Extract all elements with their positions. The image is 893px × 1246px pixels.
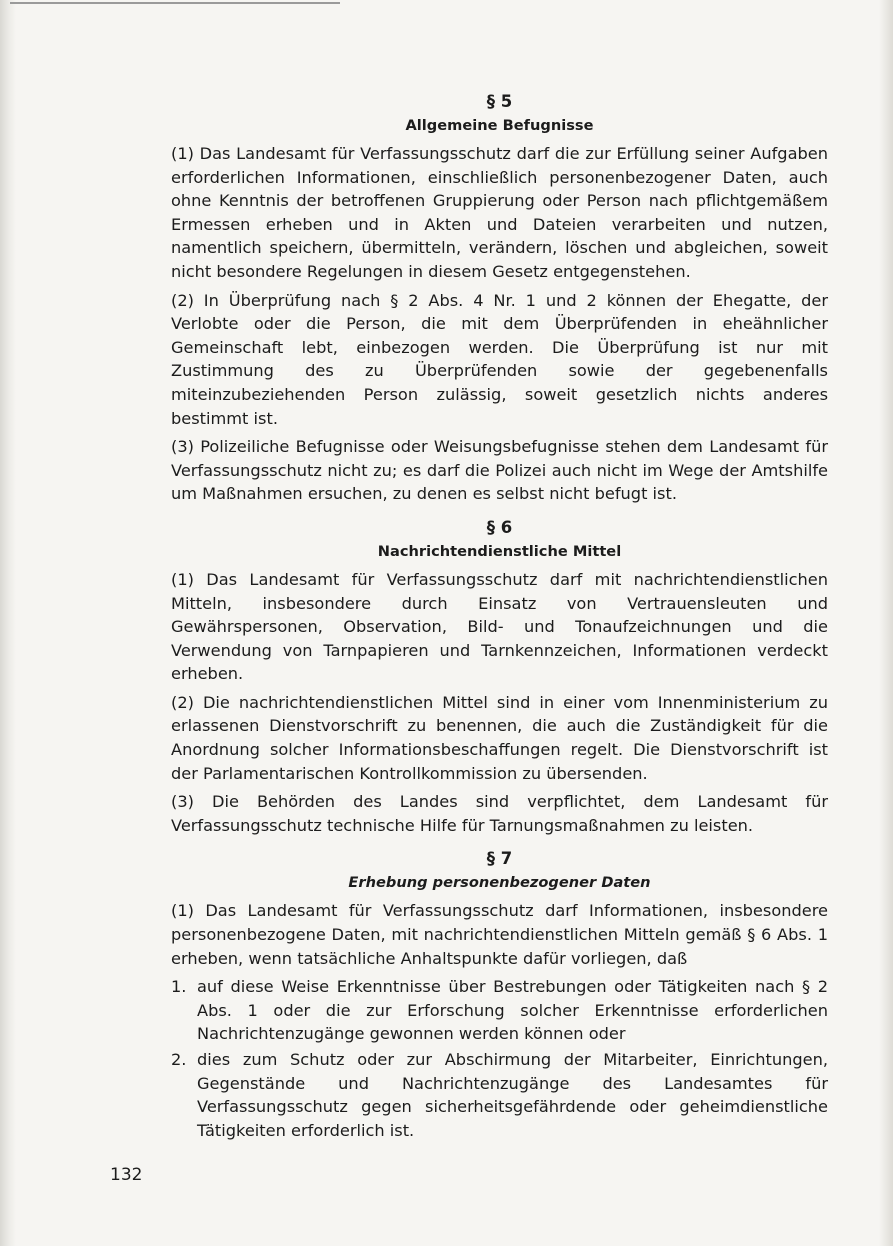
section-title: Erhebung personenbezogener Daten (348, 874, 651, 892)
top-rule (10, 2, 340, 4)
list-item-text: auf diese Weise Erkenntnisse über Bestrebungen oder Tätigkeiten nach § 2 Abs. 1 oder die zur Erforschung solcher Erkenntnisse erforderlichen Nachrichtenzugänge gewonnen werden können oder (197, 977, 828, 1044)
paragraph: (2) Die nachrichtendienstlichen Mittel sind in einer vom Innenministerium zu erlassenen Dienstvorschrift zu benennen, die auch die Zuständigkeit für die Anordnung solcher Informationsbeschaffungen regelt. Die Dienstvorschrift ist der Parlamentarischen Kontrollkommission zu übersenden. (171, 692, 828, 783)
section-number: § 7 (486, 849, 513, 869)
paragraph: (1) Das Landesamt für Verfassungsschutz darf mit nachrichtendienstlichen Mitteln, insbesondere durch Einsatz von Vertrauensleuten und Gewährspersonen, Observation, Bild- und Tonaufzeichnungen und die Verwendung von Tarnpapieren und Tarnkennzeichen, Informationen verdeckt erheben. (171, 569, 828, 684)
section-6 (171, 516, 828, 838)
list-item-number: 2. (171, 1050, 187, 1069)
page-body (171, 90, 828, 1144)
section-5 (171, 90, 828, 506)
paragraph: (3) Polizeiliche Befugnisse oder Weisungsbefugnisse stehen dem Landesamt für Verfassungsschutz nicht zu; es darf die Polizei auch nicht im Wege der Amtshilfe um Maßnahmen ersuchen, zu denen es selbst nicht befugt ist. (171, 437, 828, 504)
paragraph: (2) In Überprüfung nach § 2 Abs. 4 Nr. 1 und 2 können der Ehegatte, der Verlobte oder die Person, die mit dem Überprüfenden in eheähnlicher Gemeinschaft lebt, einbezogen werden. Die Überprüfung ist nur mit Zustimmung des zu Überprüfenden sowie der gegebenenfalls miteinzubeziehenden Person zulässig, soweit gesetzlich nichts anderes bestimmt ist. (171, 290, 828, 428)
section-title: Nachrichtendienstliche Mittel (377, 542, 622, 560)
section-number: § 6 (486, 517, 513, 537)
scan-shadow-right (879, 0, 893, 1246)
section-title: Allgemeine Befugnisse (405, 117, 594, 134)
list-item-number: 1. (171, 977, 187, 997)
paragraph: (3) Die Behörden des Landes sind verpflichtet, dem Landesamt für Verfassungsschutz technische Hilfe für Tarnungsmaßnahmen zu leisten. (171, 792, 828, 835)
list-item-text: dies zum Schutz oder zur Abschirmung der Mitarbeiter, Einrichtungen, Gegenstände und Nachrichtenzugänge des Landesamtes für Verfassungsschutz gegen sicherheitsgefährdende oder geheimdienstliche Tätigkeiten erforderlich ist. (197, 1050, 828, 1140)
page-number: 132 (110, 1165, 143, 1185)
scan-shadow-left (0, 0, 16, 1246)
enumerated-list (171, 975, 828, 1142)
paragraph: (1) Das Landesamt für Verfassungsschutz darf die zur Erfüllung seiner Aufgaben erforderlichen Informationen, einschließlich personenbezogener Daten, auch ohne Kenntnis der betroffenen Gruppierung oder Person nach pflichtgemäßem Ermessen erheben und in Akten und Dateien verarbeiten und nutzen, namentlich speichern, übermitteln, verändern, löschen und abgleichen, soweit nicht besondere Regelungen in diesem Gesetz entgegenstehen. (171, 144, 828, 281)
list-item (171, 1048, 828, 1142)
paragraph: (1) Das Landesamt für Verfassungsschutz darf Informationen, insbesondere personenbezogene Daten, mit nachrichtendienstlichen Mitteln gemäß § 6 Abs. 1 erheben, wenn tatsächliche Anhaltspunkte dafür vorliegen, daß (171, 901, 828, 968)
section-number: § 5 (486, 92, 513, 111)
list-item (171, 975, 828, 1046)
section-7 (171, 847, 828, 1142)
